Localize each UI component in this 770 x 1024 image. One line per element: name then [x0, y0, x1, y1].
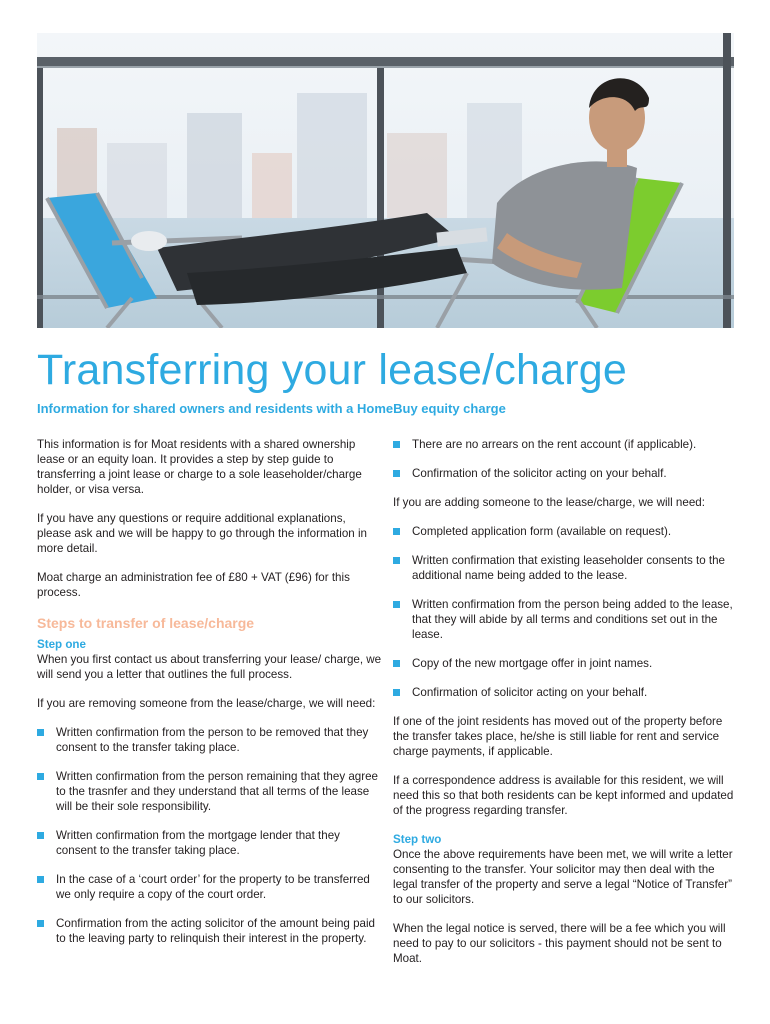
list-item-text: Confirmation from the acting solicitor of the amount being paid to the leaving party to relinquish their interest in the property.: [56, 917, 375, 945]
removing-intro: If you are removing someone from the lease/charge, we will need:: [37, 697, 376, 710]
bullet-square-icon: [37, 773, 44, 780]
list-item-text: Written confirmation from the person to be removed that they consent to the transfer taking place.: [56, 726, 369, 754]
list-item-text: Written confirmation from the mortgage lender that they consent to the transfer taking place.: [56, 829, 340, 857]
list-item: [37, 872, 383, 902]
bullet-square-icon: [37, 729, 44, 736]
step-two-text: Once the above requirements have been met, we will write a letter consenting to the transfer. Your solicitor may then deal with the legal transfer of the property and serve a legal “Notice of Transfer” to our solicitors.: [393, 848, 733, 906]
bullet-square-icon: [393, 441, 400, 448]
bullet-square-icon: [393, 601, 400, 608]
bullet-square-icon: [37, 876, 44, 883]
hero-photo-illustration: [37, 33, 734, 328]
list-item: [37, 916, 383, 946]
list-item-text: Written confirmation from the person remaining that they agree to the trasnfer and they understand that all terms of the lease will be their sole responsibility.: [56, 770, 378, 813]
bullet-square-icon: [37, 832, 44, 839]
section-heading-steps: Steps to transfer of lease/charge: [37, 615, 255, 631]
list-item: [393, 553, 738, 583]
page-subtitle: Information for shared owners and residents with a HomeBuy equity charge: [37, 401, 506, 416]
list-item-text: There are no arrears on the rent account (if applicable).: [412, 438, 697, 451]
list-item: [393, 685, 738, 700]
step-two-heading: Step two: [393, 833, 442, 846]
bullet-square-icon: [393, 660, 400, 667]
bullet-square-icon: [393, 470, 400, 477]
list-item-text: Confirmation of solicitor acting on your behalf.: [412, 686, 648, 699]
step-one-text: When you first contact us about transferring your lease/ charge, we will send you a letter that outlines the full process.: [37, 653, 382, 681]
intro-paragraph: This information is for Moat residents with a shared ownership lease or an equity loan. It provides a step by step guide to transferring a joint lease or charge to a sole leaseholder/charge holder, or visa versa.: [37, 438, 362, 496]
questions-paragraph: If you have any questions or require additional explanations, please ask and we will be happy to go through the information in more detail.: [37, 512, 367, 555]
bullet-square-icon: [393, 528, 400, 535]
list-item-text: In the case of a ‘court order’ for the property to be transferred we only require a copy of the court order.: [56, 873, 370, 901]
step-one-heading: Step one: [37, 638, 86, 651]
left-column: [37, 437, 383, 960]
list-item: [37, 725, 383, 755]
list-item-text: Copy of the new mortgage offer in joint names.: [412, 657, 653, 670]
liability-paragraph: If one of the joint residents has moved out of the property before the transfer takes place, he/she is still liable for rent and service charge payments, if applicable.: [393, 715, 723, 758]
bullet-square-icon: [37, 920, 44, 927]
list-item-text: Written confirmation from the person being added to the lease, that they will abide by all terms and conditions set out in the lease.: [412, 598, 733, 641]
list-item-text: Written confirmation that existing leaseholder consents to the additional name being added to the lease.: [412, 554, 725, 582]
list-item: [37, 769, 383, 814]
page-title: Transferring your lease/charge: [37, 346, 627, 394]
list-item-text: Completed application form (available on request).: [412, 525, 672, 538]
closing-paragraph: When the legal notice is served, there will be a fee which you will need to pay to our solicitors - this payment should not be sent to Moat.: [393, 922, 726, 965]
list-item-text: Confirmation of the solicitor acting on your behalf.: [412, 467, 667, 480]
list-item: [393, 524, 738, 539]
fee-paragraph: Moat charge an administration fee of £80 + VAT (£96) for this process.: [37, 571, 350, 599]
adding-intro: If you are adding someone to the lease/charge, we will need:: [393, 496, 705, 509]
correspondence-paragraph: If a correspondence address is available for this resident, we will need this so that both residents can be kept informed and updated of the progress regarding transfer.: [393, 774, 734, 817]
bullet-square-icon: [393, 557, 400, 564]
list-item: [393, 437, 738, 452]
list-item: [393, 656, 738, 671]
list-item: [37, 828, 383, 858]
bullet-square-icon: [393, 689, 400, 696]
adding-requirements-list: [393, 524, 738, 700]
removing-requirements-list: [37, 725, 383, 946]
right-column: [393, 437, 738, 980]
list-item: [393, 597, 738, 642]
removing-requirements-list-continued: [393, 437, 738, 481]
hero-photo: [37, 33, 734, 328]
list-item: [393, 466, 738, 481]
